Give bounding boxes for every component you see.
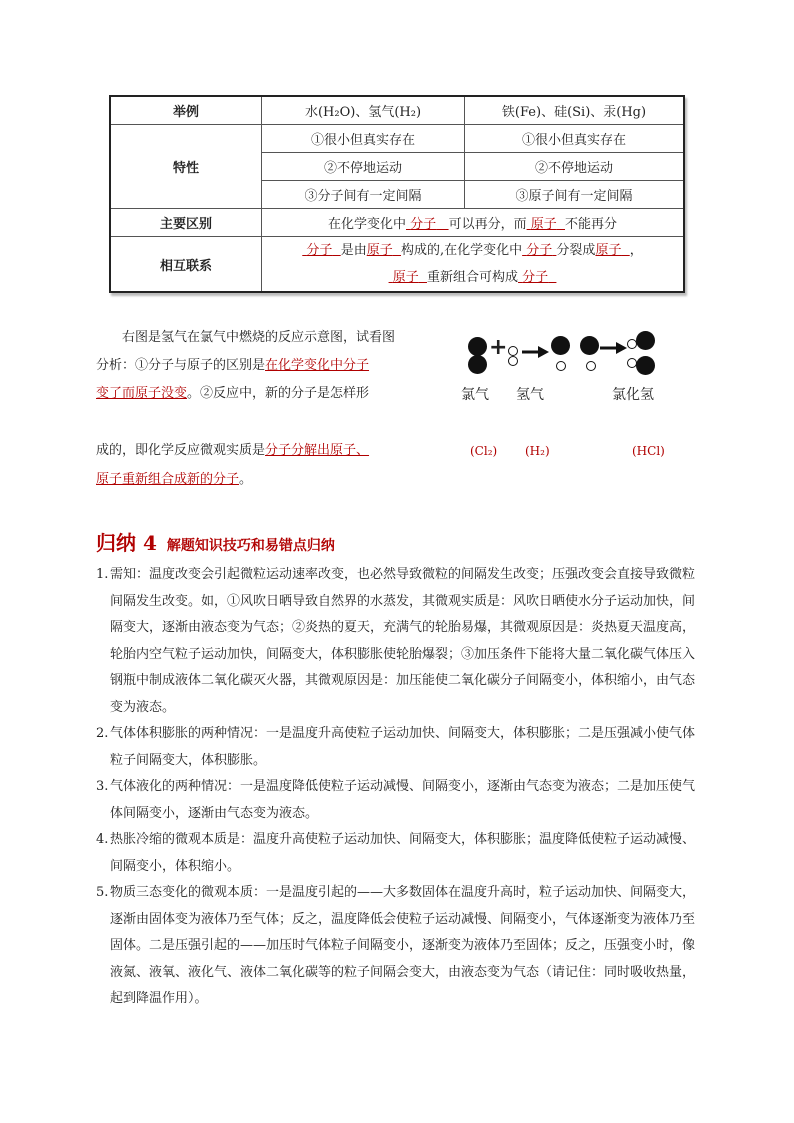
plus-sign: + (489, 335, 508, 360)
answer-fill (302, 243, 340, 258)
text-span: 分裂成 (556, 243, 596, 258)
atom-example: 铁(Fe)、硅(Si)、汞(Hg) (465, 96, 685, 125)
row-head-property: 特性 (110, 125, 262, 209)
answer-text: 分子分解出原子、 (265, 443, 370, 458)
answer-fill (527, 217, 565, 232)
item-text: 物质三态变化的微观本质：一是温度引起的——大多数固体在温度升高时，粒子运动加快、间隔变大，逐渐由固体变为液体乃至气体；反之，温度降低会使粒子运动减慢、间隔变小，气体逐渐变为液体乃至固体。二是压强引起的——加压时气体粒子间隔变小，逐渐变为液体乃至固体；反之，压强变小时，像液氮、液氧、液化气、液体二氧化碳等的粒子间隔会变大，由液态变为气态（请记住：同时吸收热量，起到降温作用）。 (110, 885, 696, 1006)
text-span: 。 (239, 472, 253, 487)
answer-text: 变了而原子没变 (96, 386, 188, 401)
label-hcl: 氯化氢 (612, 387, 654, 403)
item-number: 1. (96, 567, 109, 582)
text-span: 成的，即化学反应微观实质是 (96, 443, 266, 458)
section-heading (96, 527, 335, 556)
item-number: 3. (96, 779, 109, 794)
atom-property-1: ①很小但真实存在 (465, 125, 685, 153)
item-number: 2. (96, 726, 109, 741)
text-span: 。②反应中，新的分子是怎样形 (187, 386, 370, 401)
list-item (96, 562, 702, 721)
item-text: 气体体积膨胀的两种情况：一是温度升高使粒子运动加快、间隔变大，体积膨胀；二是压强减小使气体粒子间隔变大，体积膨胀。 (110, 726, 696, 768)
text-span: 分析：①分子与原子的区别是 (96, 358, 266, 373)
row-head-relation: 相互联系 (110, 237, 262, 293)
answer-text: 在化学变化中分子 (265, 358, 370, 373)
formula-cl2: (Cl₂) (470, 444, 498, 458)
arrow-right-icon (600, 341, 628, 355)
molecule-property-2: ②不停地运动 (262, 153, 465, 181)
text-span: ， (629, 243, 643, 258)
arrow-right-icon (522, 345, 550, 359)
list-item (96, 880, 702, 1013)
row-head-difference: 主要区别 (110, 209, 262, 237)
list-item (96, 721, 702, 774)
chlorine-atom-icon (636, 356, 655, 375)
chlorine-atom-icon (636, 331, 655, 350)
relation-cell (262, 237, 685, 293)
text-span: 构成的,在化学变化中 (400, 243, 523, 258)
molecule-example: 水(H₂O)、氢气(H₂) (262, 96, 465, 125)
answer-text: 分子 (410, 217, 437, 232)
answer-text: 分子 (522, 270, 549, 285)
question-line-1: 右图是氢气在氯气中燃烧的反应示意图，试看图 (122, 330, 396, 345)
text-span: 重新组合可构成 (426, 270, 518, 285)
molecule-property-1: ①很小但真实存在 (262, 125, 465, 153)
tips-list (96, 562, 702, 1013)
section-title: 解题知识技巧和易错点归纳 (166, 538, 335, 554)
answer-text: 原子 (392, 270, 419, 285)
chlorine-atom-icon (468, 337, 487, 356)
item-number: 4. (96, 832, 109, 847)
answer-fill (367, 243, 401, 258)
list-item (96, 827, 702, 880)
answer-fill (389, 270, 427, 285)
question-line-5 (96, 466, 396, 494)
molecule-property-3: ③分子间有一定间隔 (262, 181, 465, 209)
chlorine-atom-icon (468, 355, 487, 374)
item-number: 5. (96, 885, 109, 900)
atom-property-3: ③原子间有一定间隔 (465, 181, 685, 209)
item-text: 热胀冷缩的微观本质是：温度升高使粒子运动加快、间隔变大，体积膨胀；温度降低使粒子运动减慢、间隔变小，体积缩小。 (110, 832, 696, 874)
hydrogen-atom-icon (508, 356, 518, 366)
formula-h2: (H₂) (525, 444, 550, 458)
difference-cell (262, 209, 685, 237)
comparison-table (109, 95, 685, 293)
question-line-4 (96, 437, 496, 465)
answer-text: 分子 (306, 243, 333, 258)
table-row (110, 96, 684, 125)
text-span: 是由 (340, 243, 367, 258)
answer-fill (406, 217, 449, 232)
table-row (110, 237, 684, 293)
answer-text: 原子 (366, 243, 393, 258)
question-line-2 (96, 352, 396, 380)
list-item (96, 774, 702, 827)
item-text: 需知：温度改变会引起微粒运动速率改变，也必然导致微粒的间隔发生改变；压强改变会直接导致微粒间隔发生改变。如，①风吹日晒导致自然界的水蒸发，其微观实质是：风吹日晒使水分子运动加快，间隔变大，逐渐由液态变为气态；②炎热的夏天，充满气的轮胎易爆，其微观原因是：炎热夏天温度高，轮胎内空气粒子运动加快，间隔变大，体积膨胀使轮胎爆裂；③加压条件下能将大量二氧化碳气体压入钢瓶中制成液体二氧化碳灭火器，其微观原因是：加压能使二氧化碳分子间隔变小，体积缩小，由气态变为液态。 (110, 567, 696, 715)
item-text: 气体液化的两种情况：一是温度降低使粒子运动减慢、间隔变小，逐渐由气态变为液态；二是加压使气体间隔变小，逐渐由气态变为液态。 (110, 779, 696, 821)
label-hydrogen: 氢气 (516, 387, 544, 403)
formula-hcl: (HCl) (632, 444, 665, 458)
answer-text: 原子 (595, 243, 622, 258)
atom-property-2: ②不停地运动 (465, 153, 685, 181)
label-chlorine: 氯气 (461, 387, 489, 403)
chlorine-atom-icon (580, 336, 599, 355)
answer-fill (522, 243, 556, 258)
table-row (110, 209, 684, 237)
hydrogen-atom-icon (508, 346, 518, 356)
section-number: 归纳 4 (96, 531, 157, 555)
text-span: 在化学变化中 (327, 217, 406, 232)
text-span: 不能再分 (565, 217, 618, 232)
answer-fill (595, 243, 629, 258)
answer-text: 分子 (526, 243, 553, 258)
answer-text: 原子重新组合成新的分子 (96, 472, 240, 487)
row-head-example: 举例 (110, 96, 262, 125)
answer-fill (518, 270, 556, 285)
text-span: 可以再分，而 (448, 217, 527, 232)
hydrogen-atom-icon (586, 361, 596, 371)
hydrogen-atom-icon (556, 361, 566, 371)
question-line-3 (96, 380, 396, 408)
answer-text: 原子 (530, 217, 557, 232)
table-row (110, 125, 684, 153)
chlorine-atom-icon (551, 336, 570, 355)
